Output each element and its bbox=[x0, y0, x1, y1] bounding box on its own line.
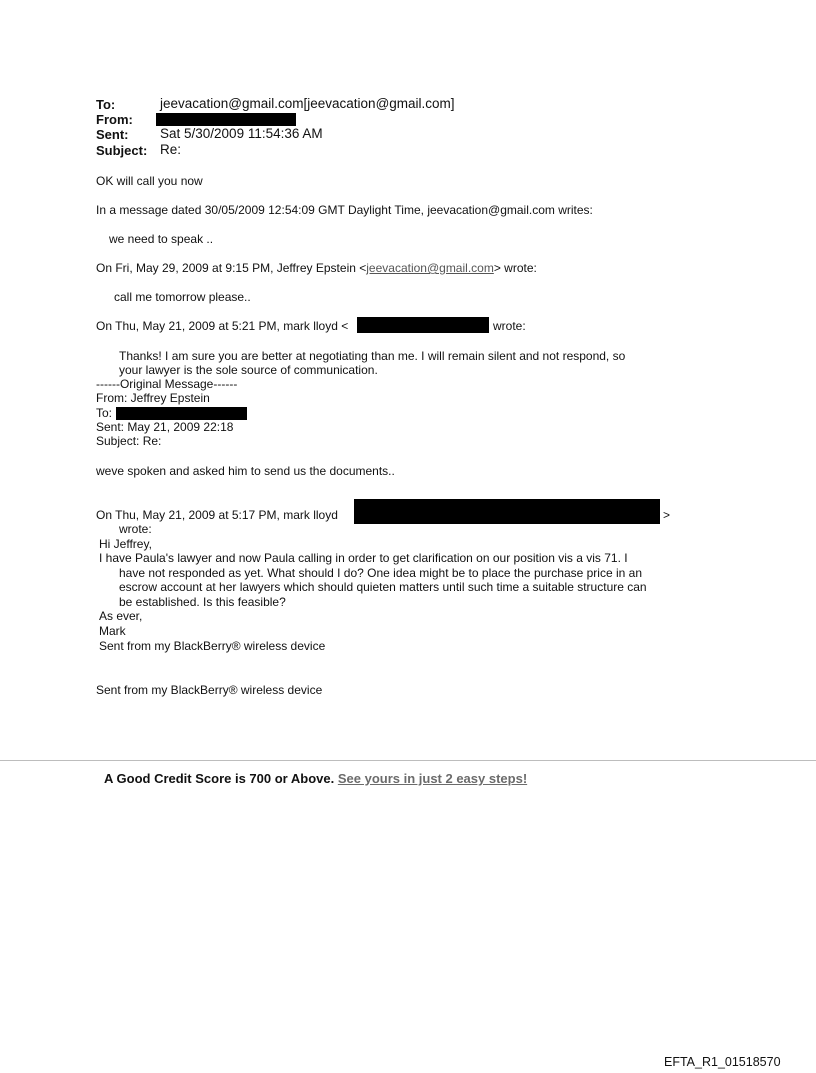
sent-label: Sent: bbox=[96, 127, 129, 142]
to-label: To: bbox=[96, 97, 116, 112]
body-line-lloyd-517-wrote: wrote: bbox=[119, 522, 152, 536]
orig-sent: Sent: May 21, 2009 22:18 bbox=[96, 420, 234, 434]
orig-to: To: bbox=[96, 406, 113, 420]
footer-ad-link[interactable]: See yours in just 2 easy steps! bbox=[337, 771, 528, 786]
body-line-lloyd-521-wrote: wrote: bbox=[493, 319, 526, 333]
subject-label: Subject: bbox=[96, 143, 148, 158]
body-line-epstein-wrote bbox=[96, 261, 537, 275]
footer-ad-text: A Good Credit Score is 700 or Above. bbox=[104, 771, 335, 786]
sent-value: Sat 5/30/2009 11:54:36 AM bbox=[160, 126, 323, 141]
to-value: jeevacation@gmail.com[jeevacation@gmail.com] bbox=[160, 96, 455, 111]
para-line-1: I have Paula's lawyer and now Paula calling in order to get clarification on our position vis a vis 71. I bbox=[99, 551, 628, 565]
document-id: EFTA_R1_01518570 bbox=[664, 1055, 781, 1069]
blackberry-signature-2: Sent from my BlackBerry® wireless device bbox=[96, 683, 323, 697]
redaction-from bbox=[156, 113, 296, 126]
body-line-dated: In a message dated 30/05/2009 12:54:09 GMT Daylight Time, jeevacation@gmail.com writes: bbox=[96, 203, 593, 217]
signature-name: Mark bbox=[99, 624, 126, 638]
body-line-call-tomorrow: call me tomorrow please.. bbox=[114, 290, 251, 304]
body-line-weve: weve spoken and asked him to send us the documents.. bbox=[96, 464, 395, 478]
signoff: As ever, bbox=[99, 609, 143, 623]
original-message-sep: ------Original Message------ bbox=[96, 377, 238, 391]
para-line-3: escrow account at her lawyers which should quieten matters until such time a suitable structure can bbox=[119, 580, 647, 594]
orig-subject: Subject: Re: bbox=[96, 434, 162, 448]
redaction-lloyd-email-1 bbox=[357, 317, 489, 333]
quote-line-2: your lawyer is the sole source of communication. bbox=[119, 363, 378, 377]
redaction-lloyd-email-2 bbox=[354, 499, 660, 524]
footer-divider bbox=[0, 760, 816, 761]
para-line-2: have not responded as yet. What should I do? One idea might be to place the purchase price in an bbox=[119, 566, 643, 580]
from-label: From: bbox=[96, 112, 133, 127]
blackberry-signature-1: Sent from my BlackBerry® wireless device bbox=[99, 639, 326, 653]
body-line-lloyd-521: On Thu, May 21, 2009 at 5:21 PM, mark lloyd < bbox=[96, 319, 349, 333]
body-line-speak: we need to speak .. bbox=[109, 232, 214, 246]
epstein-wrote-suffix: > wrote: bbox=[493, 261, 537, 275]
para-line-4: be established. Is this feasible? bbox=[119, 595, 286, 609]
body-line-ok: OK will call you now bbox=[96, 174, 203, 188]
subject-value: Re: bbox=[160, 142, 182, 157]
redaction-orig-to bbox=[116, 407, 247, 420]
body-line-lloyd-517-gt: > bbox=[663, 508, 671, 522]
orig-from: From: Jeffrey Epstein bbox=[96, 391, 210, 405]
greeting: Hi Jeffrey, bbox=[99, 537, 152, 551]
email-link[interactable]: jeevacation@gmail.com bbox=[366, 261, 494, 275]
footer-ad bbox=[104, 771, 527, 786]
quote-line-1: Thanks! I am sure you are better at negotiating than me. I will remain silent and not respond, so bbox=[119, 349, 626, 363]
epstein-wrote-prefix: On Fri, May 29, 2009 at 9:15 PM, Jeffrey Epstein < bbox=[96, 261, 367, 275]
body-line-lloyd-517: On Thu, May 21, 2009 at 5:17 PM, mark lloyd bbox=[96, 508, 338, 522]
